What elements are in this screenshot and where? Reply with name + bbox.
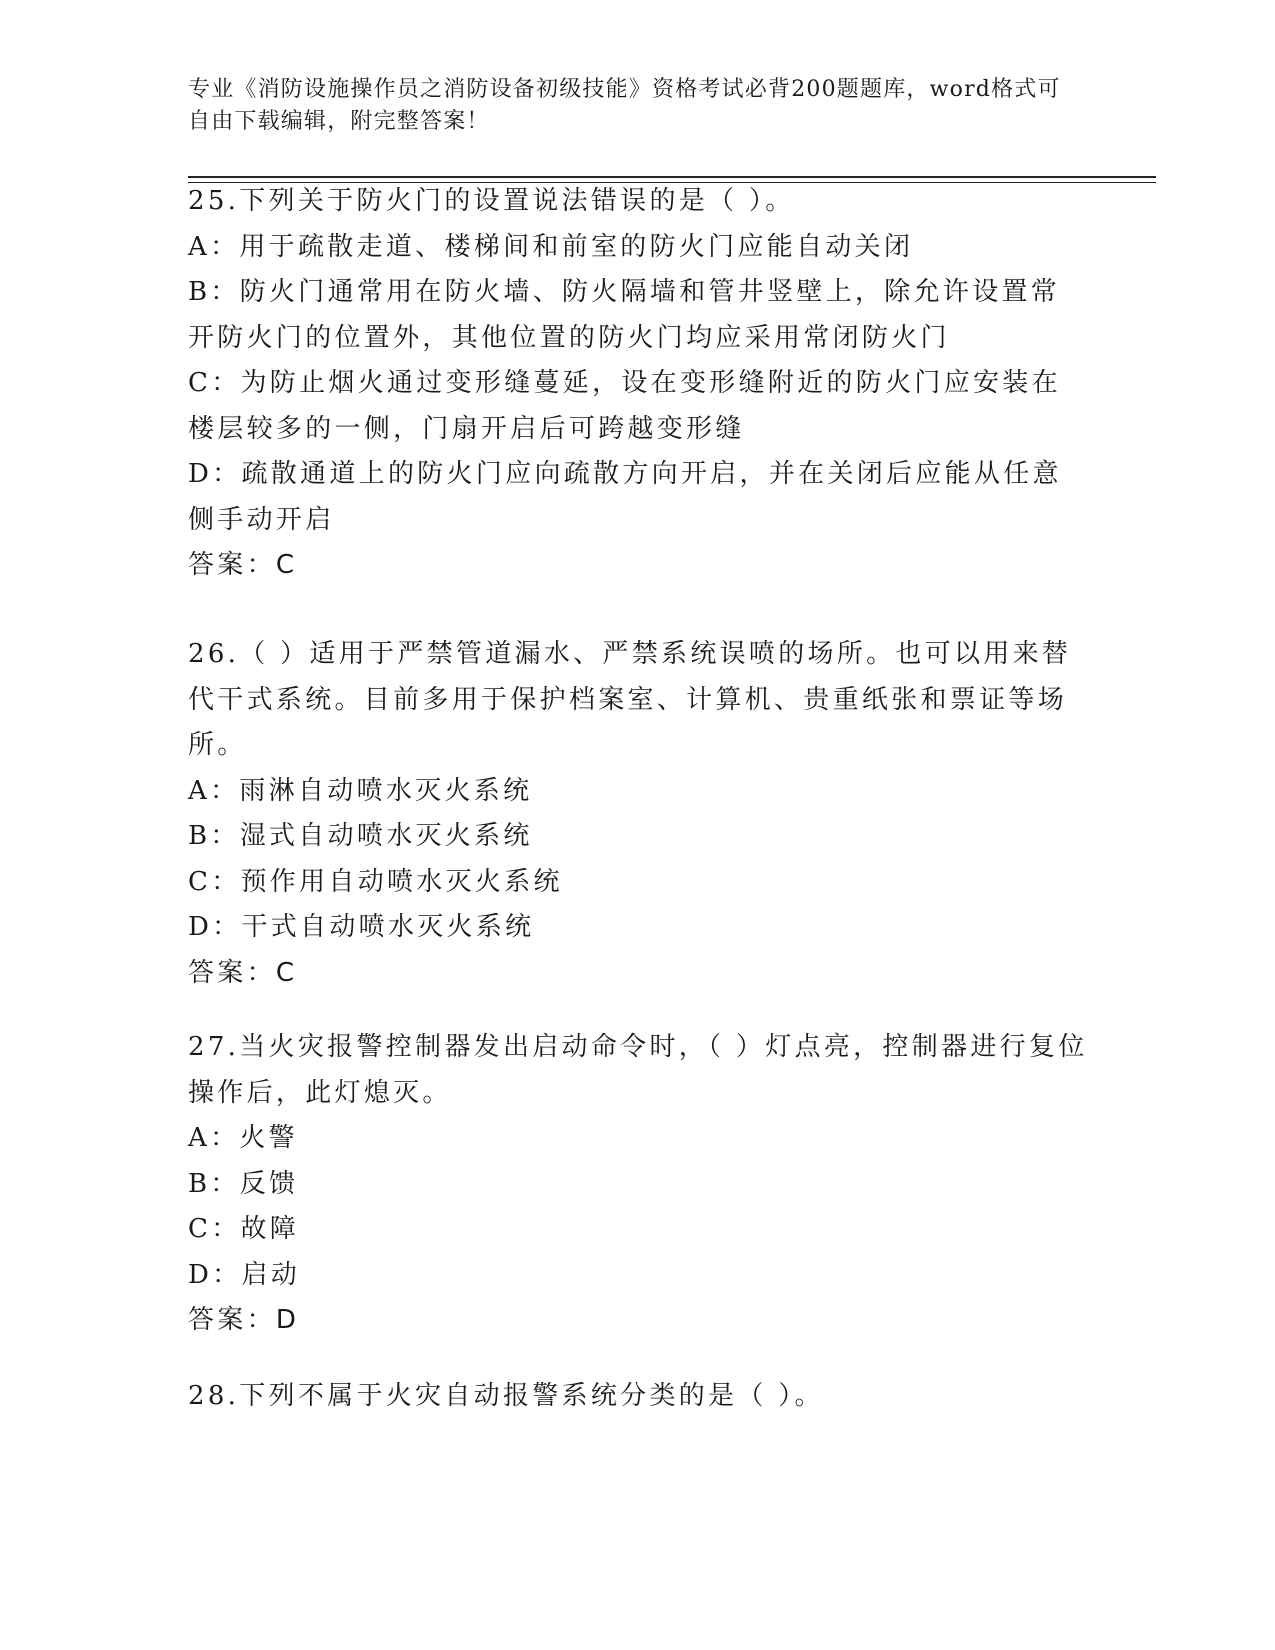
question-28 bbox=[188, 1374, 1088, 1420]
question-27 bbox=[188, 1025, 1088, 1344]
option-b: B：湿式自动喷水灭火系统 bbox=[188, 821, 533, 851]
option-c: C：故障 bbox=[188, 1214, 300, 1244]
option-d: D：疏散通道上的防火门应向疏散方向开启，并在关闭后应能从任意侧手动开启 bbox=[188, 459, 1062, 535]
question-stem: 27.当火灾报警控制器发出启动命令时，（ ）灯点亮，控制器进行复位操作后，此灯熄灭。 bbox=[188, 1032, 1088, 1108]
question-stem: 25.下列关于防火门的设置说法错误的是（ ）。 bbox=[188, 186, 795, 216]
option-c: C：预作用自动喷水灭火系统 bbox=[188, 866, 563, 897]
option-d: D：干式自动喷水灭火系统 bbox=[188, 912, 535, 942]
question-25 bbox=[188, 179, 1088, 589]
option-a: A：火警 bbox=[188, 1123, 298, 1153]
option-a: A：用于疏散走道、楼梯间和前室的防火门应能自动关闭 bbox=[188, 231, 914, 262]
document-header: 专业《消防设施操作员之消防设备初级技能》资格考试必背200题题库，word格式可自由下载编辑，附完整答案！ bbox=[188, 77, 1061, 134]
option-b: B：防火门通常用在防火墙、防火隔墙和管井竖壁上，除允许设置常开防火门的位置外，其他位置的防火门均应采用常闭防火门 bbox=[188, 277, 1061, 353]
question-26 bbox=[188, 632, 1088, 996]
answer: 答案：C bbox=[188, 957, 298, 988]
option-a: A：雨淋自动喷水灭火系统 bbox=[188, 775, 533, 806]
header-divider-thick bbox=[188, 176, 1156, 178]
answer: 答案：D bbox=[188, 1305, 300, 1335]
option-b: B：反馈 bbox=[188, 1168, 299, 1199]
answer: 答案：C bbox=[188, 550, 298, 580]
question-stem: 28.下列不属于火灾自动报警系统分类的是（ ）。 bbox=[188, 1381, 824, 1411]
question-stem: 26.（ ）适用于严禁管道漏水、严禁系统误喷的场所。也可以用来替代干式系统。目前多用于保护档案室、计算机、贵重纸张和票证等场所。 bbox=[188, 639, 1072, 760]
option-d: D：启动 bbox=[188, 1259, 301, 1290]
option-c: C：为防止烟火通过变形缝蔓延，设在变形缝附近的防火门应安装在楼层较多的一侧，门扇开启后可跨越变形缝 bbox=[188, 368, 1061, 444]
